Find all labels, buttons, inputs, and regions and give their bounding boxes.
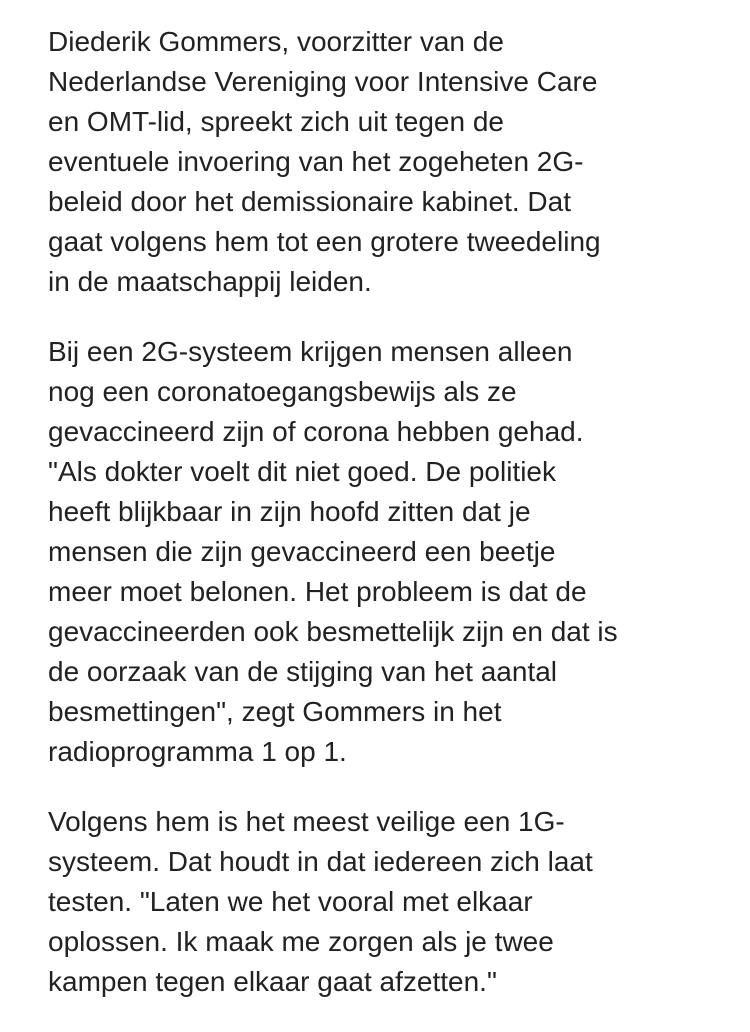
paragraph-line: radioprogramma 1 op 1. (48, 736, 347, 767)
article-body (48, 22, 728, 1032)
paragraph-line: Diederik Gommers, voorzitter van de (48, 26, 504, 57)
paragraph-line: "Als dokter voelt dit niet goed. De politiek (48, 456, 556, 487)
paragraph-2 (48, 332, 728, 772)
paragraph-line: beleid door het demissionaire kabinet. Dat (48, 186, 571, 217)
paragraph-line: Volgens hem is het meest veilige een 1G- (48, 806, 565, 837)
paragraph-line: gevaccineerden ook besmettelijk zijn en dat is (48, 616, 618, 647)
paragraph-line: systeem. Dat houdt in dat iedereen zich laat (48, 846, 593, 877)
paragraph-line: gaat volgens hem tot een grotere tweedeling (48, 226, 601, 257)
paragraph-line: en OMT-lid, spreekt zich uit tegen de (48, 106, 504, 137)
paragraph-line: de oorzaak van de stijging van het aantal (48, 656, 558, 687)
paragraph-3 (48, 802, 728, 1002)
paragraph-line: heeft blijkbaar in zijn hoofd zitten dat je (48, 496, 531, 527)
paragraph-line: eventuele invoering van het zogeheten 2G- (48, 146, 584, 177)
paragraph-1 (48, 22, 728, 302)
paragraph-line: kampen tegen elkaar gaat afzetten." (48, 966, 497, 997)
paragraph-line: gevaccineerd zijn of corona hebben gehad. (48, 416, 584, 447)
paragraph-line: meer moet belonen. Het probleem is dat de (48, 576, 587, 607)
paragraph-line: mensen die zijn gevaccineerd een beetje (48, 536, 556, 567)
paragraph-line: oplossen. Ik maak me zorgen als je twee (48, 926, 554, 957)
paragraph-line: testen. "Laten we het vooral met elkaar (48, 886, 533, 917)
paragraph-line: Nederlandse Vereniging voor Intensive Care (48, 66, 598, 97)
paragraph-line: besmettingen", zegt Gommers in het (48, 696, 502, 727)
paragraph-line: nog een coronatoegangsbewijs als ze (48, 376, 517, 407)
paragraph-line: in de maatschappij leiden. (48, 266, 372, 297)
paragraph-line: Bij een 2G-systeem krijgen mensen alleen (48, 336, 573, 367)
